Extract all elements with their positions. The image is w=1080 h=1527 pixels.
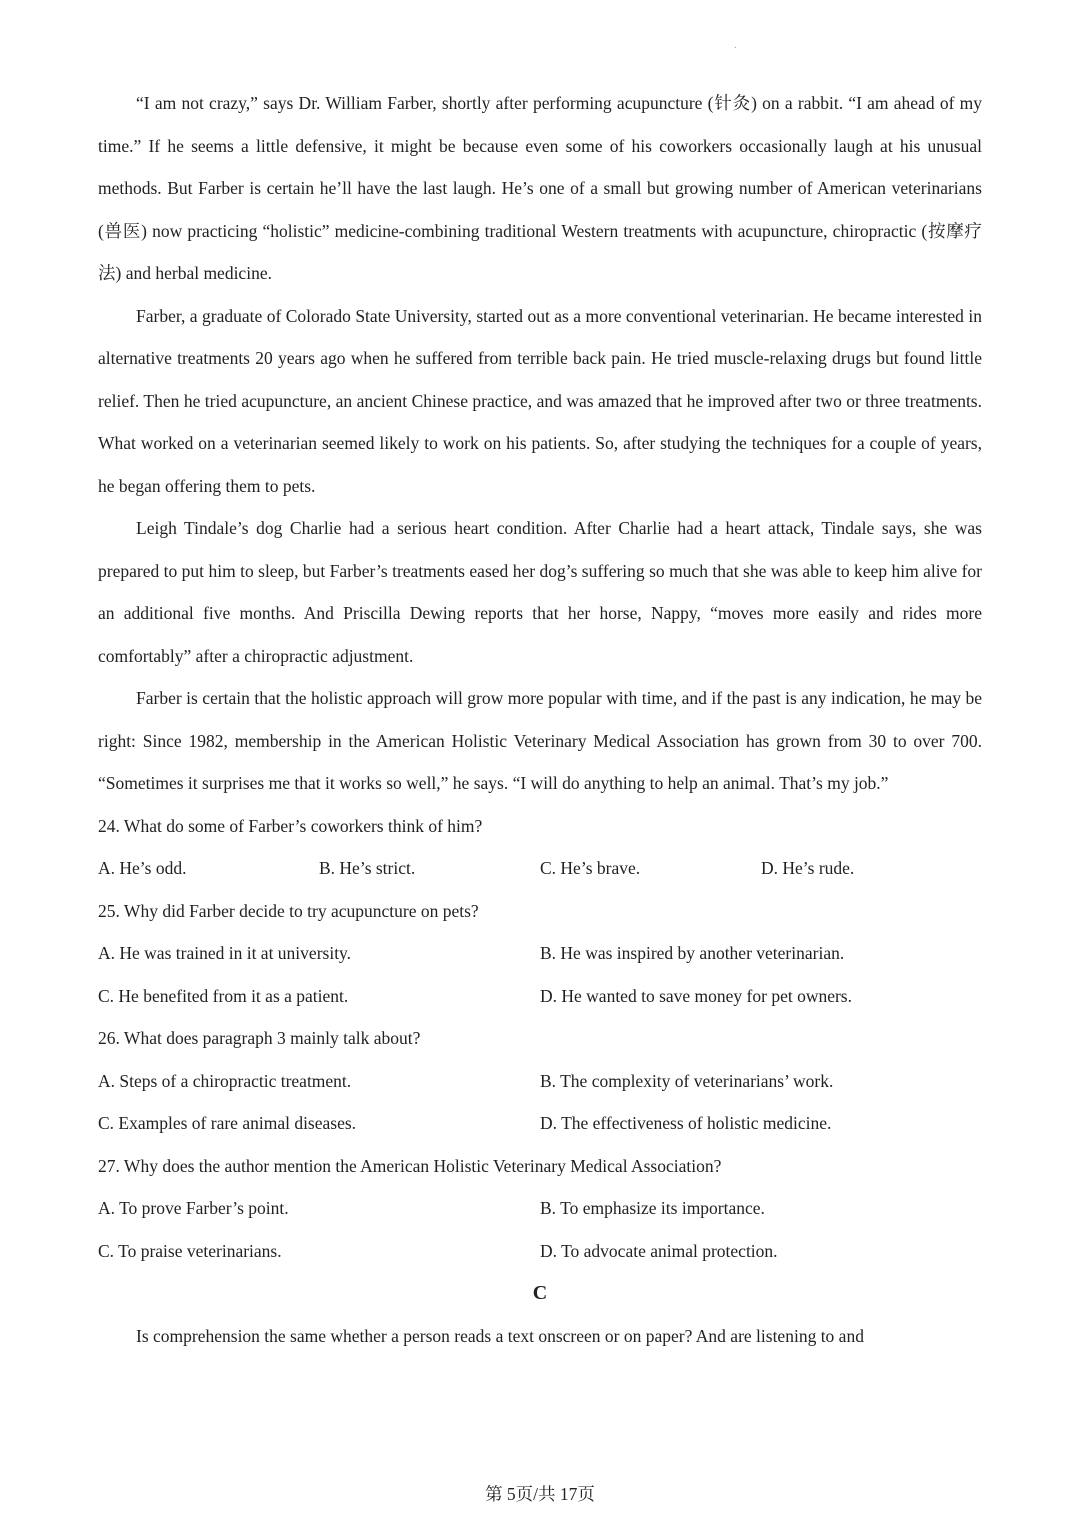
question-27-options-row-1 — [98, 1187, 982, 1230]
question-26-options-row-2 — [98, 1102, 982, 1145]
question-26-option-d: D. The effectiveness of holistic medicine. — [540, 1113, 832, 1133]
passage-paragraph-3: Leigh Tindale’s dog Charlie had a serious heart condition. After Charlie had a heart attack, Tindale says, she was prepared to put him to sleep, but Farber’s treatments eased her dog’s suffering so much that she was able to keep him alive for an additional five months. And Priscilla Dewing reports that her horse, Nappy, “moves more easily and rides more comfortably” after a chiropractic adjustment. — [98, 518, 982, 666]
section-c-intro-paragraph: Is comprehension the same whether a person reads a text onscreen or on paper? And are listening to and — [136, 1325, 864, 1346]
question-24-option-a: A. He’s odd. — [98, 858, 187, 878]
question-26-option-b: B. The complexity of veterinarians’ work. — [540, 1070, 834, 1091]
question-27-option-d: D. To advocate animal protection. — [540, 1240, 778, 1261]
page-number-footer: 第 5页/共 17页 — [485, 1484, 595, 1504]
question-24-option-c: C. He’s brave. — [540, 858, 641, 878]
passage-paragraph-2: Farber, a graduate of Colorado State University, started out as a more conventional veterinarian. He became interested in alternative treatments 20 years ago when he suffered from terrible back pain. He tried muscle-relaxing drugs but found little relief. Then he tried acupuncture, an ancient Chinese practice, and was amazed that he improved after two or three treatments. What worked on a veterinarian seemed likely to work on his patients. So, after studying the techniques for a couple of years, he began offering them to pets. — [98, 305, 982, 496]
question-25-option-d: D. He wanted to save money for pet owners. — [540, 985, 852, 1006]
question-27-options-row-2 — [98, 1230, 982, 1273]
header-mark: . — [734, 40, 737, 51]
question-24-option-b: B. He’s strict. — [319, 858, 416, 878]
question-24-stem: 24. What do some of Farber’s coworkers think of him? — [98, 815, 483, 836]
question-26-options-row-1 — [98, 1060, 982, 1103]
question-25-options-row-2 — [98, 975, 982, 1018]
question-27-option-b: B. To emphasize its importance. — [540, 1198, 765, 1218]
question-27-option-c: C. To praise veterinarians. — [98, 1240, 282, 1261]
passage-paragraph-1: “I am not crazy,” says Dr. William Farber, shortly after performing acupuncture (针灸) on a rabbit. “I am ahead of my time.” If he seems a little defensive, it might be because even some of his coworkers occasionally laugh at his unusual methods. But Farber is certain he’ll have the last laugh. He’s one of a small but growing number of American veterinarians (兽医) now practicing “holistic” medicine-combining traditional Western treatments with acupuncture, chiropractic (按摩疗法) and herbal medicine. — [98, 93, 982, 283]
passage-paragraph-4: Farber is certain that the holistic approach will grow more popular with time, and if the past is any indication, he may be right: Since 1982, membership in the American Holistic Veterinary Medical Association has grown from 30 to over 700. “Sometimes it surprises me that it works so well,” he says. “I will do anything to help an animal. That’s my job.” — [98, 688, 982, 793]
question-26-stem: 26. What does paragraph 3 mainly talk about? — [98, 1028, 421, 1048]
question-25-stem: 25. Why did Farber decide to try acupuncture on pets? — [98, 900, 479, 921]
question-24-option-d: D. He’s rude. — [761, 858, 855, 878]
question-27-stem: 27. Why does the author mention the American Holistic Veterinary Medical Association? — [98, 1155, 722, 1176]
question-25-options-row-1 — [98, 932, 982, 975]
question-25-option-c: C. He benefited from it as a patient. — [98, 985, 349, 1006]
question-25-option-b: B. He was inspired by another veterinarian. — [540, 943, 845, 963]
question-26-option-c: C. Examples of rare animal diseases. — [98, 1113, 357, 1133]
question-26-option-a: A. Steps of a chiropractic treatment. — [98, 1070, 352, 1091]
question-25-option-a: A. He was trained in it at university. — [98, 943, 352, 963]
section-heading-c: C — [532, 1282, 548, 1304]
document-page — [98, 82, 982, 1357]
question-27-option-a: A. To prove Farber’s point. — [98, 1198, 289, 1218]
question-24-options — [98, 847, 982, 890]
